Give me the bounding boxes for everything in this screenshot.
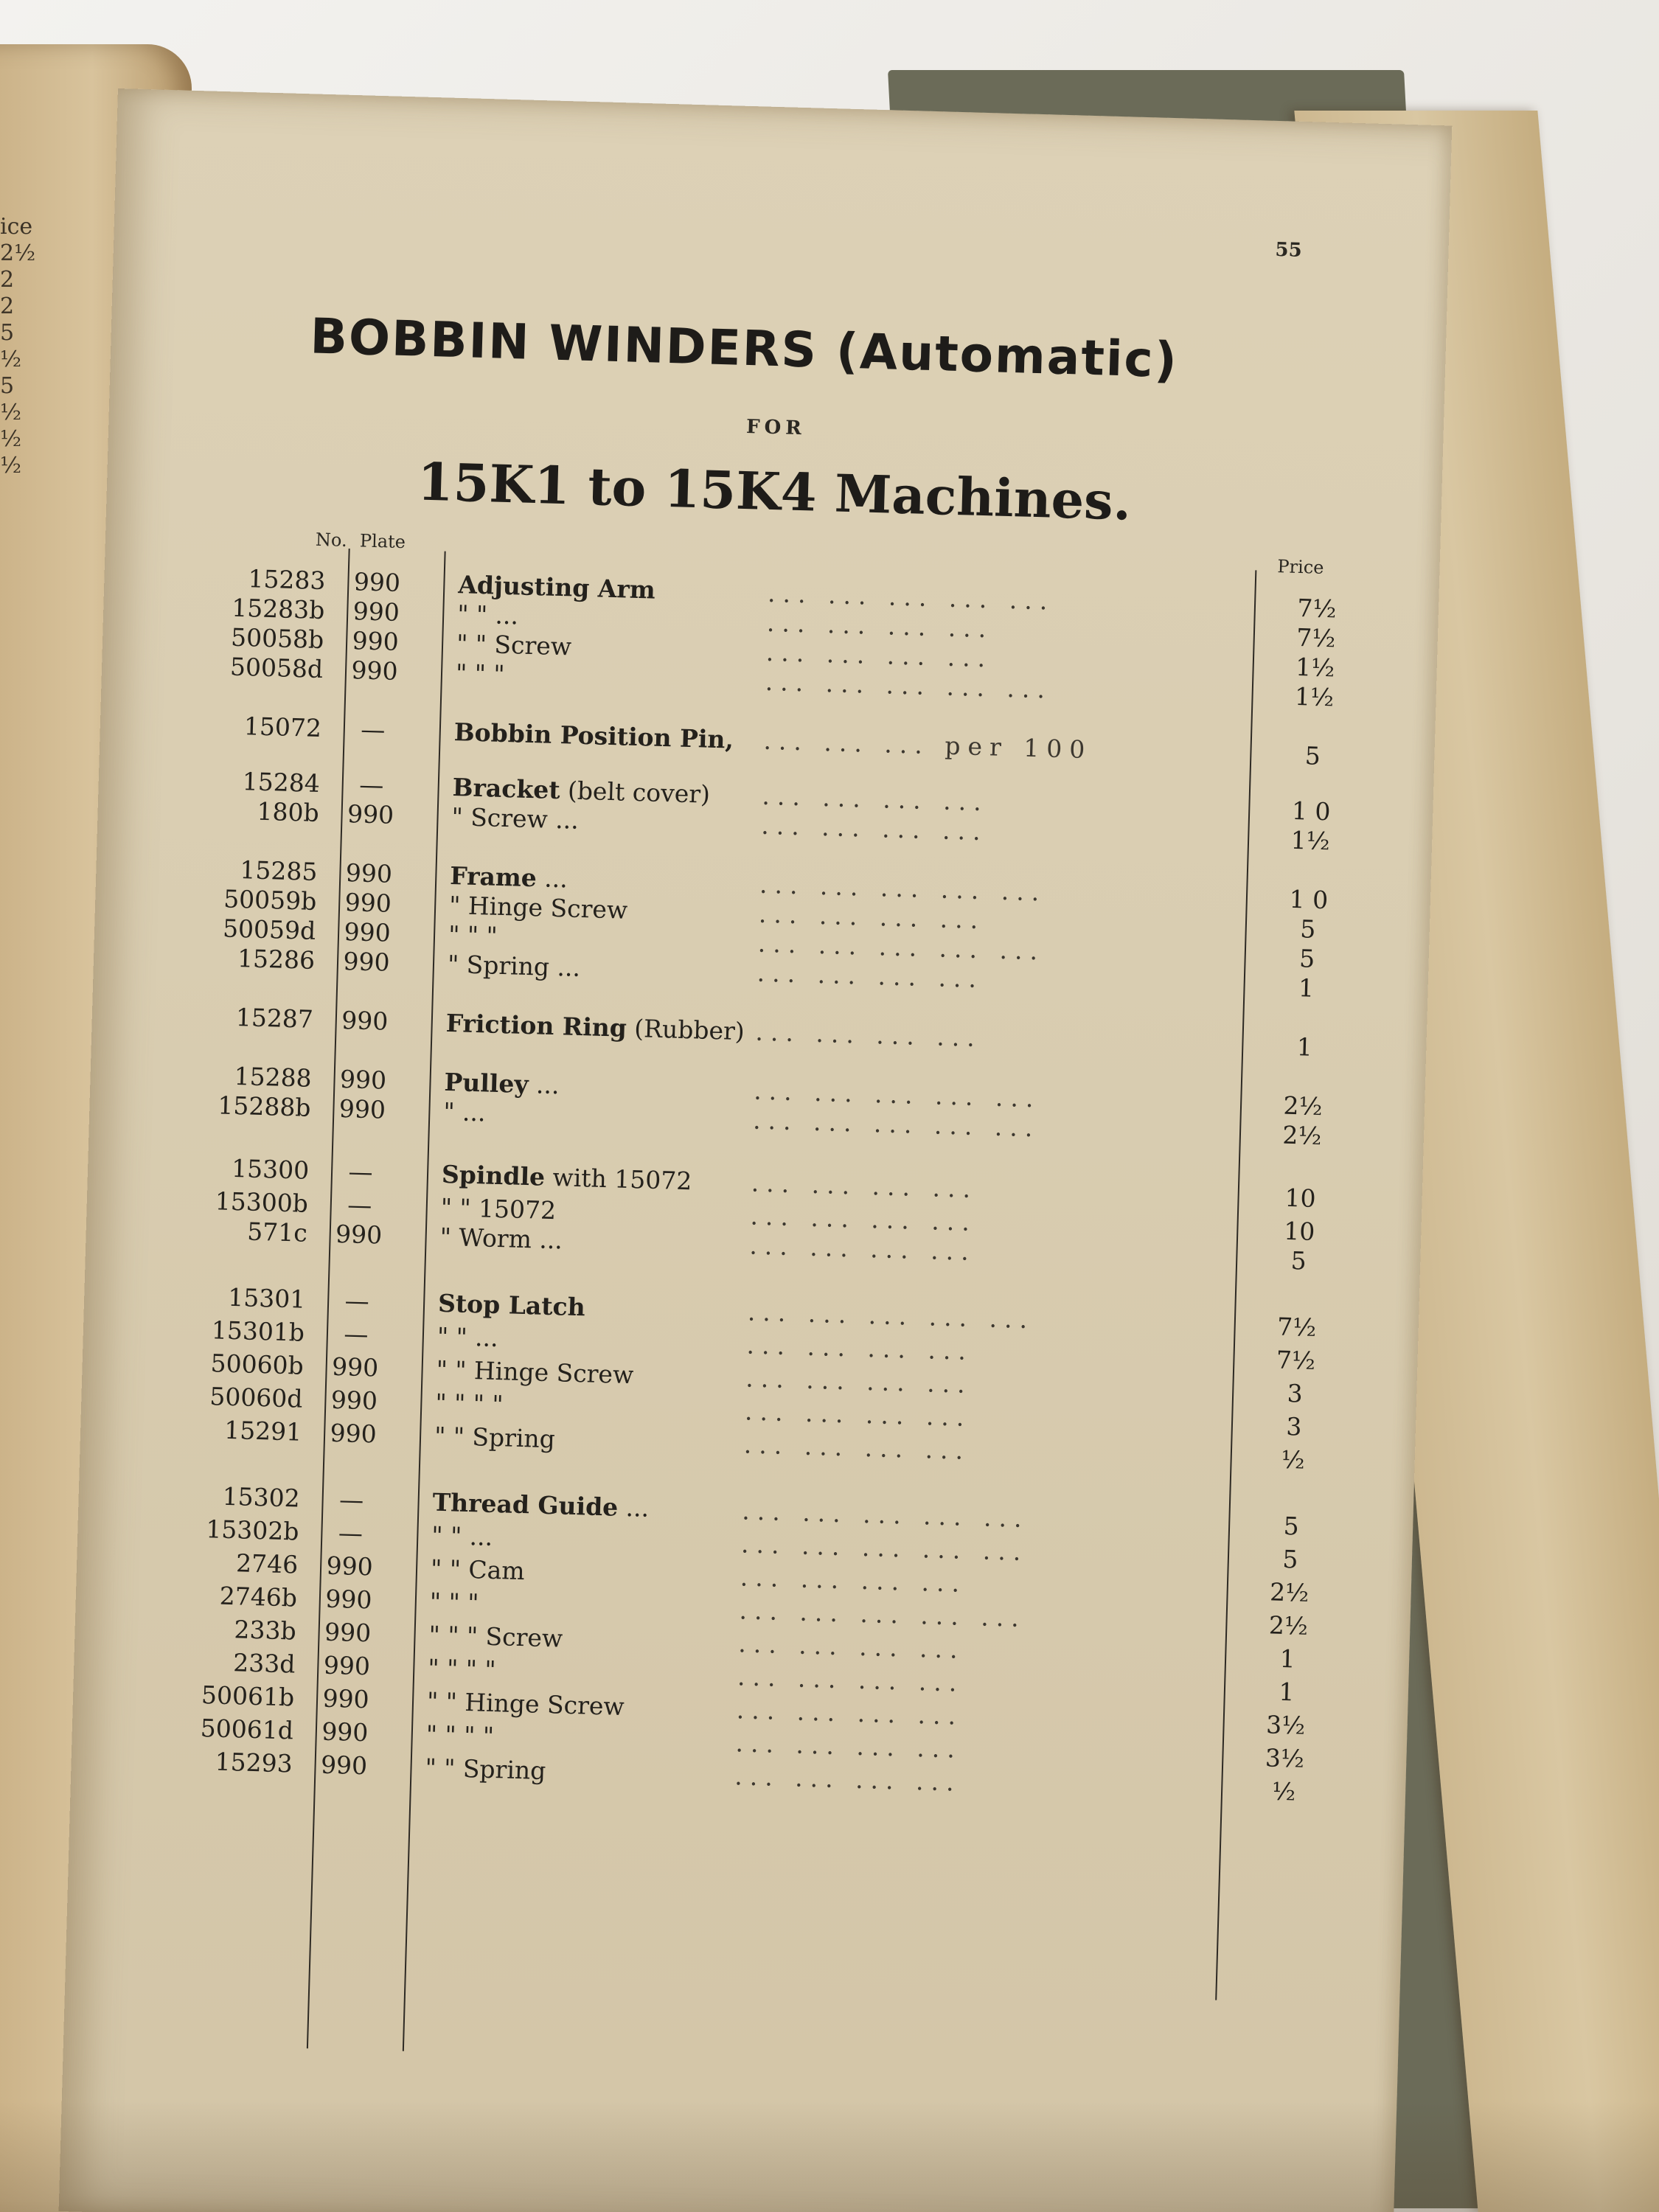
price-cell: 3½ xyxy=(1265,1710,1306,1740)
part-detail: " " Hinge Screw xyxy=(436,1354,634,1390)
part-number: 15300b xyxy=(215,1186,309,1218)
price-cell: 3½ xyxy=(1265,1743,1305,1773)
part-number: 15283b xyxy=(231,593,325,625)
part-description xyxy=(439,1222,563,1255)
header-price: Price xyxy=(1277,556,1324,578)
part-number: 180b xyxy=(257,796,320,827)
dot-leader: ... ... ... ... xyxy=(737,1662,964,1697)
part-detail: ... xyxy=(625,1492,650,1523)
plate-number: — xyxy=(343,1319,369,1349)
header-no: No. xyxy=(315,529,348,551)
part-number: 15072 xyxy=(243,712,322,743)
dot-leader: ... ... ... ... ... xyxy=(759,869,1047,907)
dot-leader: ... ... ... ... xyxy=(745,1363,973,1399)
part-detail: " " Spring xyxy=(434,1421,556,1454)
part-number: 50060d xyxy=(209,1382,304,1413)
part-number: 50061d xyxy=(200,1713,294,1745)
dot-leader: ... ... ... ... ... xyxy=(753,1076,1042,1113)
dot-leader: ... ... ... ... xyxy=(757,958,984,994)
part-detail: " " ... xyxy=(431,1520,493,1551)
part-description xyxy=(436,1355,634,1389)
dot-leader: ... ... ... ... xyxy=(737,1629,966,1664)
part-detail: " " ... xyxy=(456,599,519,630)
part-number: 15288 xyxy=(234,1061,313,1093)
plate-number: — xyxy=(348,1157,374,1187)
part-description xyxy=(428,1621,563,1653)
left-page-edge-text: 5 xyxy=(0,320,15,346)
part-detail: ... xyxy=(535,1070,560,1100)
dot-leader: ... ... ... ... xyxy=(766,608,994,644)
part-number: 233b xyxy=(234,1615,297,1646)
part-name: Adjusting Arm xyxy=(457,570,656,605)
plate-number: 990 xyxy=(322,1683,370,1714)
part-detail: " ... xyxy=(442,1096,487,1127)
plate-number: 990 xyxy=(339,1064,387,1095)
part-number: 15283 xyxy=(247,564,327,596)
part-number: 15302b xyxy=(205,1514,299,1546)
dot-leader: ... ... ... ... ... xyxy=(739,1596,1027,1633)
dot-leader: ... ... ... ... ... xyxy=(767,578,1055,616)
part-detail: " Screw ... xyxy=(451,802,580,835)
bottom-shadow xyxy=(0,2101,1659,2212)
left-page-edge-text: 5 xyxy=(0,373,15,399)
part-description xyxy=(438,1289,586,1322)
price-cell: 1 0 xyxy=(1291,796,1332,827)
part-number: 15293 xyxy=(215,1747,293,1778)
part-description xyxy=(450,861,568,893)
part-description xyxy=(444,1068,560,1099)
part-detail: " " Hinge Screw xyxy=(426,1686,625,1722)
part-detail: " " " " xyxy=(427,1653,497,1685)
plate-number: — xyxy=(347,1190,372,1220)
plate-number: — xyxy=(360,714,386,745)
price-cell: 5 xyxy=(1283,1511,1300,1541)
part-description xyxy=(431,1521,493,1551)
plate-number: 990 xyxy=(330,1418,378,1449)
part-name: Frame xyxy=(449,860,538,893)
plate-number: 990 xyxy=(330,1385,378,1416)
part-detail: " Spring ... xyxy=(447,949,581,982)
part-name: Spindle xyxy=(441,1159,546,1192)
plate-number: — xyxy=(338,1518,364,1548)
price-cell: 5 xyxy=(1298,944,1315,973)
left-page-edge-text: ½ xyxy=(0,347,22,372)
dot-leader: ... ... ... ... xyxy=(746,1330,974,1366)
plate-number: 990 xyxy=(338,1093,386,1124)
part-description xyxy=(443,1097,486,1127)
dot-leader: ... ... ... ... ... xyxy=(747,1297,1035,1335)
plate-number: — xyxy=(338,1485,364,1515)
price-cell: 1½ xyxy=(1295,652,1335,683)
dot-leader: ... ... ... ... ... xyxy=(740,1529,1029,1567)
price-cell: 7½ xyxy=(1295,622,1336,653)
price-cell: 10 xyxy=(1283,1216,1315,1246)
plate-number: 990 xyxy=(341,1005,389,1036)
left-page-edge-text: 2 xyxy=(0,293,15,319)
dot-leader: ... ... ... ... xyxy=(740,1562,967,1598)
part-detail: " " " " xyxy=(434,1388,504,1419)
price-cell: ½ xyxy=(1281,1444,1306,1475)
header-plate: Plate xyxy=(359,530,406,553)
part-description xyxy=(451,802,579,835)
plate-number: 990 xyxy=(324,1584,372,1615)
plate-number: 990 xyxy=(320,1750,368,1781)
part-name: Stop Latch xyxy=(437,1288,586,1322)
part-number: 15285 xyxy=(239,855,318,886)
part-number: 15291 xyxy=(223,1415,302,1447)
plate-number: 990 xyxy=(344,888,392,918)
part-number: 50059b xyxy=(223,884,317,916)
plate-number: 990 xyxy=(344,917,392,947)
plate-number: 990 xyxy=(335,1219,383,1250)
price-cell: 10 xyxy=(1284,1183,1317,1213)
part-description xyxy=(435,1388,504,1419)
left-page-edge-text: 2 xyxy=(0,267,15,293)
price-cell: 2½ xyxy=(1283,1091,1324,1121)
part-description xyxy=(457,599,519,630)
part-number: 15287 xyxy=(235,1002,314,1034)
dot-leader: ... ... ... per 100 xyxy=(763,726,1093,765)
table-row xyxy=(91,999,1427,1069)
dot-leader: ... ... ... ... xyxy=(760,810,989,846)
part-description xyxy=(442,1160,692,1195)
page-number: 55 xyxy=(1275,238,1303,262)
catalog-page xyxy=(59,88,1453,2212)
left-page-edge-text: 2½ xyxy=(0,240,36,266)
part-description xyxy=(431,1554,526,1586)
part-name: Thread Guide xyxy=(432,1487,619,1522)
dot-leader: ... ... ... ... ... xyxy=(757,928,1046,966)
part-number: 2746 xyxy=(235,1548,299,1579)
part-description xyxy=(425,1720,494,1751)
part-description xyxy=(445,1009,745,1046)
part-description xyxy=(453,717,734,754)
part-description xyxy=(449,891,628,925)
dot-leader: ... ... ... ... xyxy=(751,1168,978,1204)
dot-leader: ... ... ... ... xyxy=(735,1728,963,1764)
part-detail: " " 15072 xyxy=(440,1192,557,1225)
part-number: 571c xyxy=(246,1217,308,1248)
part-description xyxy=(428,1654,496,1685)
page-title: BOBBIN WINDERS (Automatic) xyxy=(309,307,1179,389)
price-cell: 1 xyxy=(1279,1644,1296,1674)
price-cell: 5 xyxy=(1281,1544,1298,1574)
plate-number: 990 xyxy=(326,1551,374,1582)
plate-number: 990 xyxy=(345,858,393,888)
part-number: 50059d xyxy=(222,914,316,945)
left-page-edge-text: ½ xyxy=(0,453,22,479)
part-description xyxy=(456,629,572,661)
price-cell: 2½ xyxy=(1281,1120,1322,1151)
price-cell: 5 xyxy=(1299,914,1316,944)
part-detail: " " " xyxy=(448,919,498,950)
price-cell: 5 xyxy=(1290,1246,1307,1276)
dot-leader: ... ... ... ... xyxy=(758,899,986,935)
left-page-edge-text: ice xyxy=(0,214,33,240)
part-detail: (Rubber) xyxy=(633,1014,745,1046)
part-description xyxy=(434,1422,556,1454)
part-number: 50060b xyxy=(210,1349,305,1380)
part-name: Friction Ring xyxy=(445,1008,627,1043)
page-subtitle: 15K1 to 15K4 Machines. xyxy=(417,451,1133,532)
price-cell: 7½ xyxy=(1296,593,1337,624)
dot-leader: ... ... ... ... xyxy=(748,1231,977,1267)
part-detail: " " " " xyxy=(425,1719,495,1751)
price-cell: 1 xyxy=(1298,973,1315,1003)
part-description xyxy=(448,920,498,950)
part-name: Bracket xyxy=(452,773,561,805)
part-number: 15284 xyxy=(242,767,321,799)
part-number: 15301b xyxy=(211,1315,305,1347)
price-cell: 5 xyxy=(1304,741,1321,771)
part-detail: " " " xyxy=(455,658,506,689)
dot-leader: ... ... ... ... xyxy=(755,1017,983,1053)
price-cell: ½ xyxy=(1271,1776,1296,1806)
plate-number: 990 xyxy=(352,626,400,656)
plate-number: 990 xyxy=(331,1352,379,1382)
part-description xyxy=(456,658,506,689)
part-description xyxy=(440,1193,556,1225)
price-cell: 7½ xyxy=(1276,1345,1316,1376)
plate-number: — xyxy=(344,1286,370,1316)
part-detail: " Hinge Screw xyxy=(448,890,628,925)
dot-leader: ... ... ... ... ... xyxy=(752,1105,1040,1143)
part-description xyxy=(458,570,655,604)
plate-number: 990 xyxy=(321,1717,369,1747)
price-cell: 3 xyxy=(1287,1378,1304,1408)
part-detail: " " Spring xyxy=(425,1753,546,1786)
plate-number: 990 xyxy=(351,655,399,686)
part-detail: " Worm ... xyxy=(439,1222,563,1255)
left-page-edge-text: ½ xyxy=(0,426,22,452)
price-cell: 1 xyxy=(1278,1677,1295,1707)
plate-number: — xyxy=(358,770,384,800)
part-name: Pulley xyxy=(444,1067,529,1099)
part-number: 15286 xyxy=(237,943,316,975)
dot-leader: ... ... ... ... xyxy=(762,781,990,817)
price-cell: 1½ xyxy=(1290,825,1331,856)
part-detail: " " Cam xyxy=(430,1554,526,1586)
plate-number: 990 xyxy=(324,1617,372,1648)
part-number: 15300 xyxy=(231,1153,310,1185)
part-name: Bobbin Position Pin, xyxy=(453,717,734,754)
dot-leader: ... ... ... ... xyxy=(736,1695,964,1731)
part-number: 2746b xyxy=(219,1581,298,1613)
part-description xyxy=(437,1322,498,1352)
part-description xyxy=(432,1488,650,1523)
part-number: 50058d xyxy=(229,652,324,684)
plate-number: 990 xyxy=(347,799,394,830)
dot-leader: ... ... ... ... xyxy=(750,1201,978,1237)
price-cell: 1 xyxy=(1296,1032,1313,1062)
price-cell: 3 xyxy=(1285,1411,1302,1441)
dot-leader: ... ... ... ... xyxy=(743,1430,971,1465)
part-number: 15302 xyxy=(222,1481,301,1513)
plate-number: 990 xyxy=(323,1650,371,1681)
part-description xyxy=(447,950,580,982)
for-label: FOR xyxy=(745,415,807,440)
dot-leader: ... ... ... ... xyxy=(734,1761,962,1797)
part-detail: " " " Screw xyxy=(428,1620,563,1653)
dot-leader: ... ... ... ... ... xyxy=(765,667,1053,704)
dot-leader: ... ... ... ... xyxy=(765,637,993,673)
left-page-edge-text: ½ xyxy=(0,400,22,425)
part-detail: " " " xyxy=(429,1587,479,1618)
part-detail: ... xyxy=(543,863,568,894)
dot-leader: ... ... ... ... xyxy=(744,1397,973,1433)
dot-leader: ... ... ... ... ... xyxy=(741,1496,1030,1534)
plate-number: 990 xyxy=(343,947,391,977)
price-cell: 1 0 xyxy=(1289,884,1329,915)
part-number: 233d xyxy=(232,1648,296,1679)
part-description xyxy=(425,1753,546,1786)
price-cell: 2½ xyxy=(1269,1577,1310,1607)
part-number: 15288b xyxy=(217,1091,312,1122)
part-description xyxy=(427,1687,625,1721)
price-cell: 1½ xyxy=(1294,681,1335,712)
part-detail: " " ... xyxy=(437,1321,499,1353)
part-description xyxy=(429,1587,479,1618)
part-detail: " " Screw xyxy=(456,629,572,661)
part-number: 50061b xyxy=(201,1680,295,1712)
price-cell: 7½ xyxy=(1276,1312,1317,1343)
price-cell: 2½ xyxy=(1268,1610,1309,1641)
table-row xyxy=(100,708,1435,778)
part-detail: (belt cover) xyxy=(567,776,711,809)
plate-number: 990 xyxy=(353,567,401,597)
part-detail: with 15072 xyxy=(552,1163,692,1196)
part-number: 50058b xyxy=(230,622,324,655)
part-number: 15301 xyxy=(227,1282,306,1314)
plate-number: 990 xyxy=(352,597,400,627)
